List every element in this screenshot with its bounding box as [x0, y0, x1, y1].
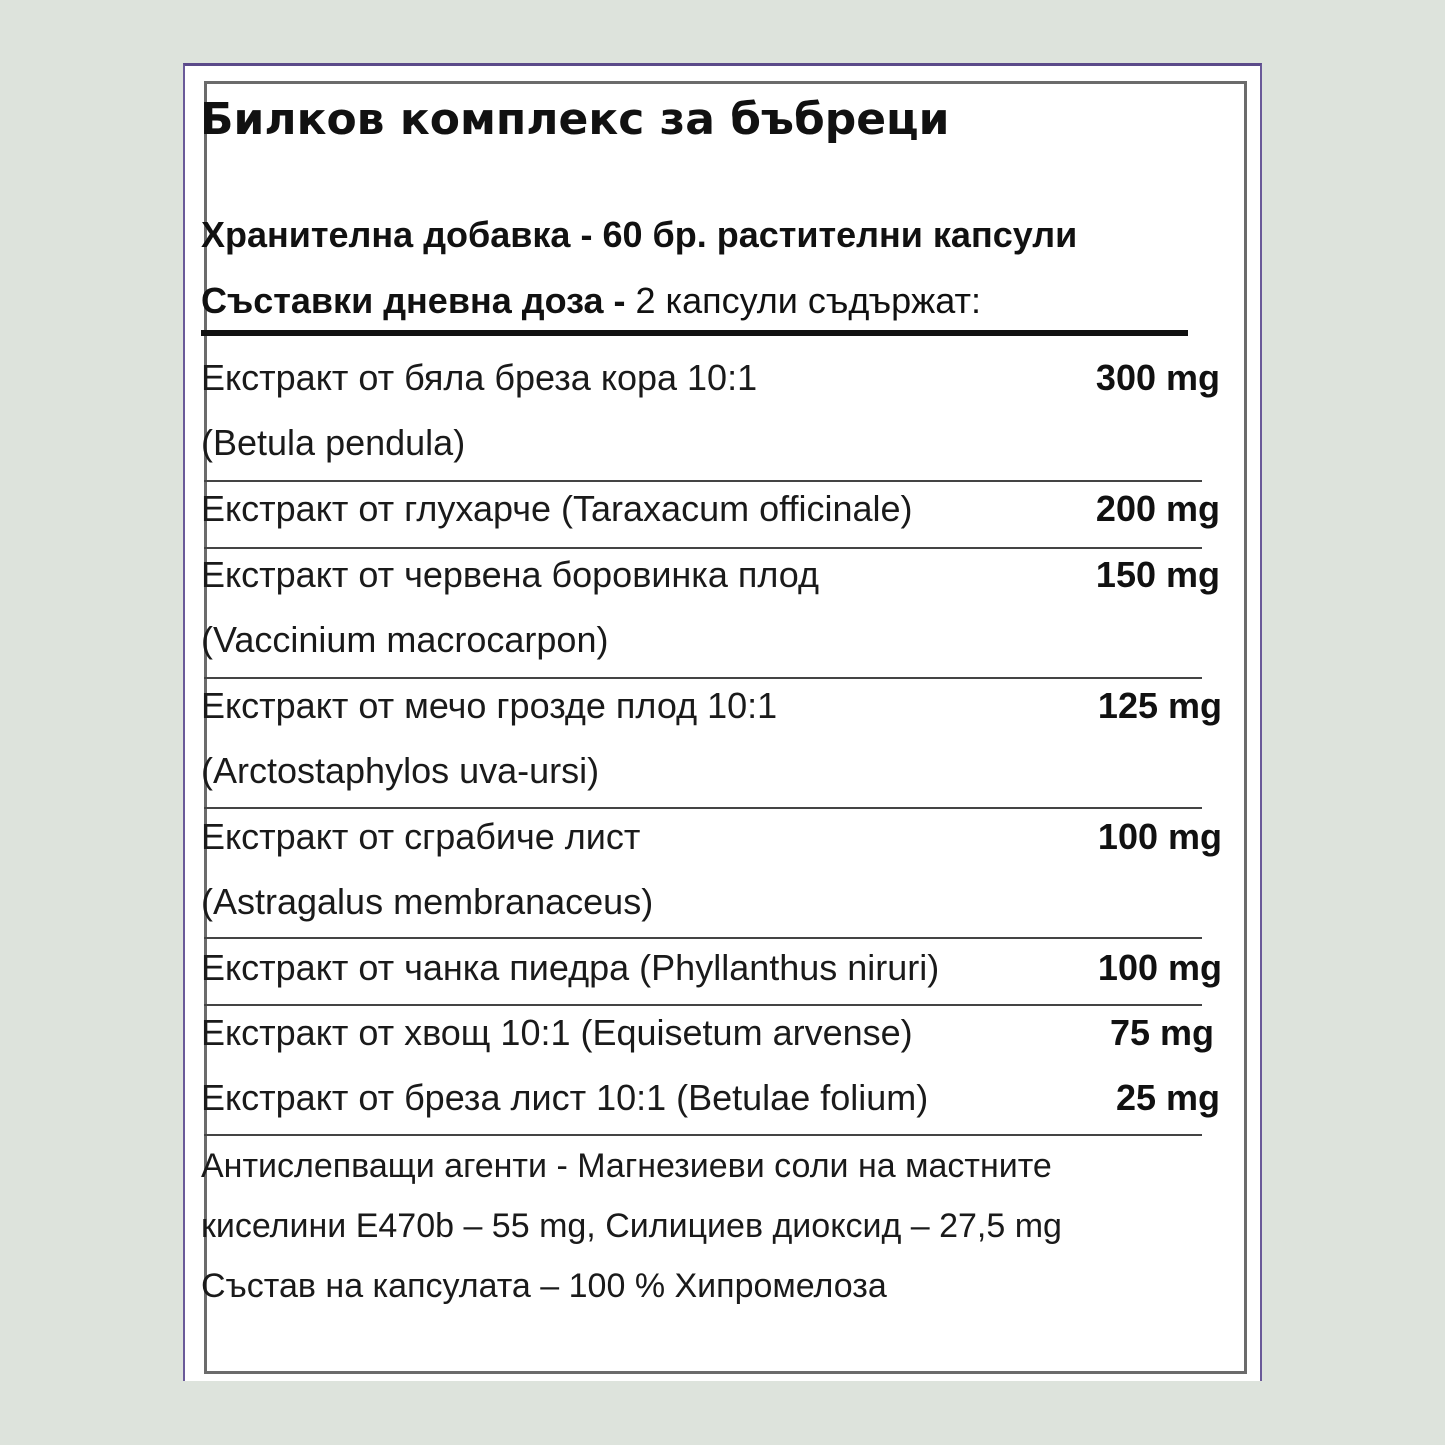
- footer-line: Състав на капсулата – 100 % Хипромелоза: [201, 1267, 887, 1305]
- ingredient-name: [201, 946, 939, 1011]
- footer-line: Антислепващи агенти - Магнезиеви соли на мастните: [201, 1147, 1052, 1185]
- ingredient-line-2: (Arctostaphylos uva-ursi): [201, 750, 600, 791]
- ingredient-line-2: (Vaccinium macrocarpon): [201, 619, 609, 660]
- ingredient-amount: 150 mg: [1095, 554, 1220, 595]
- row-divider: [204, 480, 1202, 482]
- ingredient-name: [201, 815, 653, 945]
- row-divider: [204, 677, 1202, 679]
- ingredient-line-1: Екстракт от червена боровинка плод: [201, 554, 820, 595]
- dose-label-bold: Съставки дневна доза -: [201, 280, 636, 321]
- ingredient-name: [201, 356, 757, 486]
- ingredient-line-1: Екстракт от глухарче (Taraxacum officinale): [201, 488, 913, 529]
- row-divider: [204, 547, 1202, 549]
- row-divider: [204, 1004, 1202, 1006]
- ingredient-amount: 200 mg: [1095, 488, 1220, 529]
- ingredient-line-1: Екстракт от бреза лист 10:1 (Betulae folium): [201, 1077, 929, 1118]
- ingredient-line-1: Екстракт от бяла бреза кора 10:1: [201, 357, 758, 398]
- ingredient-line-1: Екстракт от чанка пиедра (Phyllanthus niruri): [201, 947, 940, 988]
- ingredient-amount: 125 mg: [1097, 685, 1222, 726]
- ingredient-line-1: Екстракт от хвощ 10:1 (Equisetum arvense): [201, 1012, 913, 1053]
- row-divider: [204, 937, 1202, 939]
- ingredient-line-1: Екстракт от сграбиче лист: [201, 816, 641, 857]
- supplement-label-card: [183, 63, 1262, 1381]
- row-divider: [204, 1134, 1202, 1136]
- dose-label-rest: 2 капсули съдържат:: [635, 280, 981, 321]
- product-title: Билков комплекс за бъбреци: [200, 94, 950, 145]
- ingredient-name: [201, 553, 819, 683]
- ingredient-line-1: Екстракт от мечо грозде плод 10:1: [201, 685, 778, 726]
- ingredient-name: [201, 684, 777, 814]
- daily-dose-line: [201, 279, 981, 322]
- ingredient-name: [201, 487, 913, 552]
- ingredient-name: [201, 1011, 913, 1076]
- ingredient-amount: 300 mg: [1095, 357, 1220, 398]
- product-subtitle: Хранителна добавка - 60 бр. растителни капсули: [201, 214, 1078, 255]
- header-divider: [201, 330, 1188, 336]
- ingredient-name: [201, 1076, 928, 1141]
- ingredient-amount: 75 mg: [1109, 1012, 1214, 1053]
- ingredient-line-2: (Betula pendula): [201, 422, 466, 463]
- ingredient-amount: 25 mg: [1115, 1077, 1220, 1118]
- ingredient-amount: 100 mg: [1097, 947, 1222, 988]
- row-divider: [204, 807, 1202, 809]
- excipients-note: [201, 1146, 1062, 1326]
- footer-line: киселини E470b – 55 mg, Силициев диоксид – 27,5 mg: [201, 1207, 1062, 1245]
- ingredient-amount: 100 mg: [1097, 816, 1222, 857]
- ingredient-line-2: (Astragalus membranaceus): [201, 881, 654, 922]
